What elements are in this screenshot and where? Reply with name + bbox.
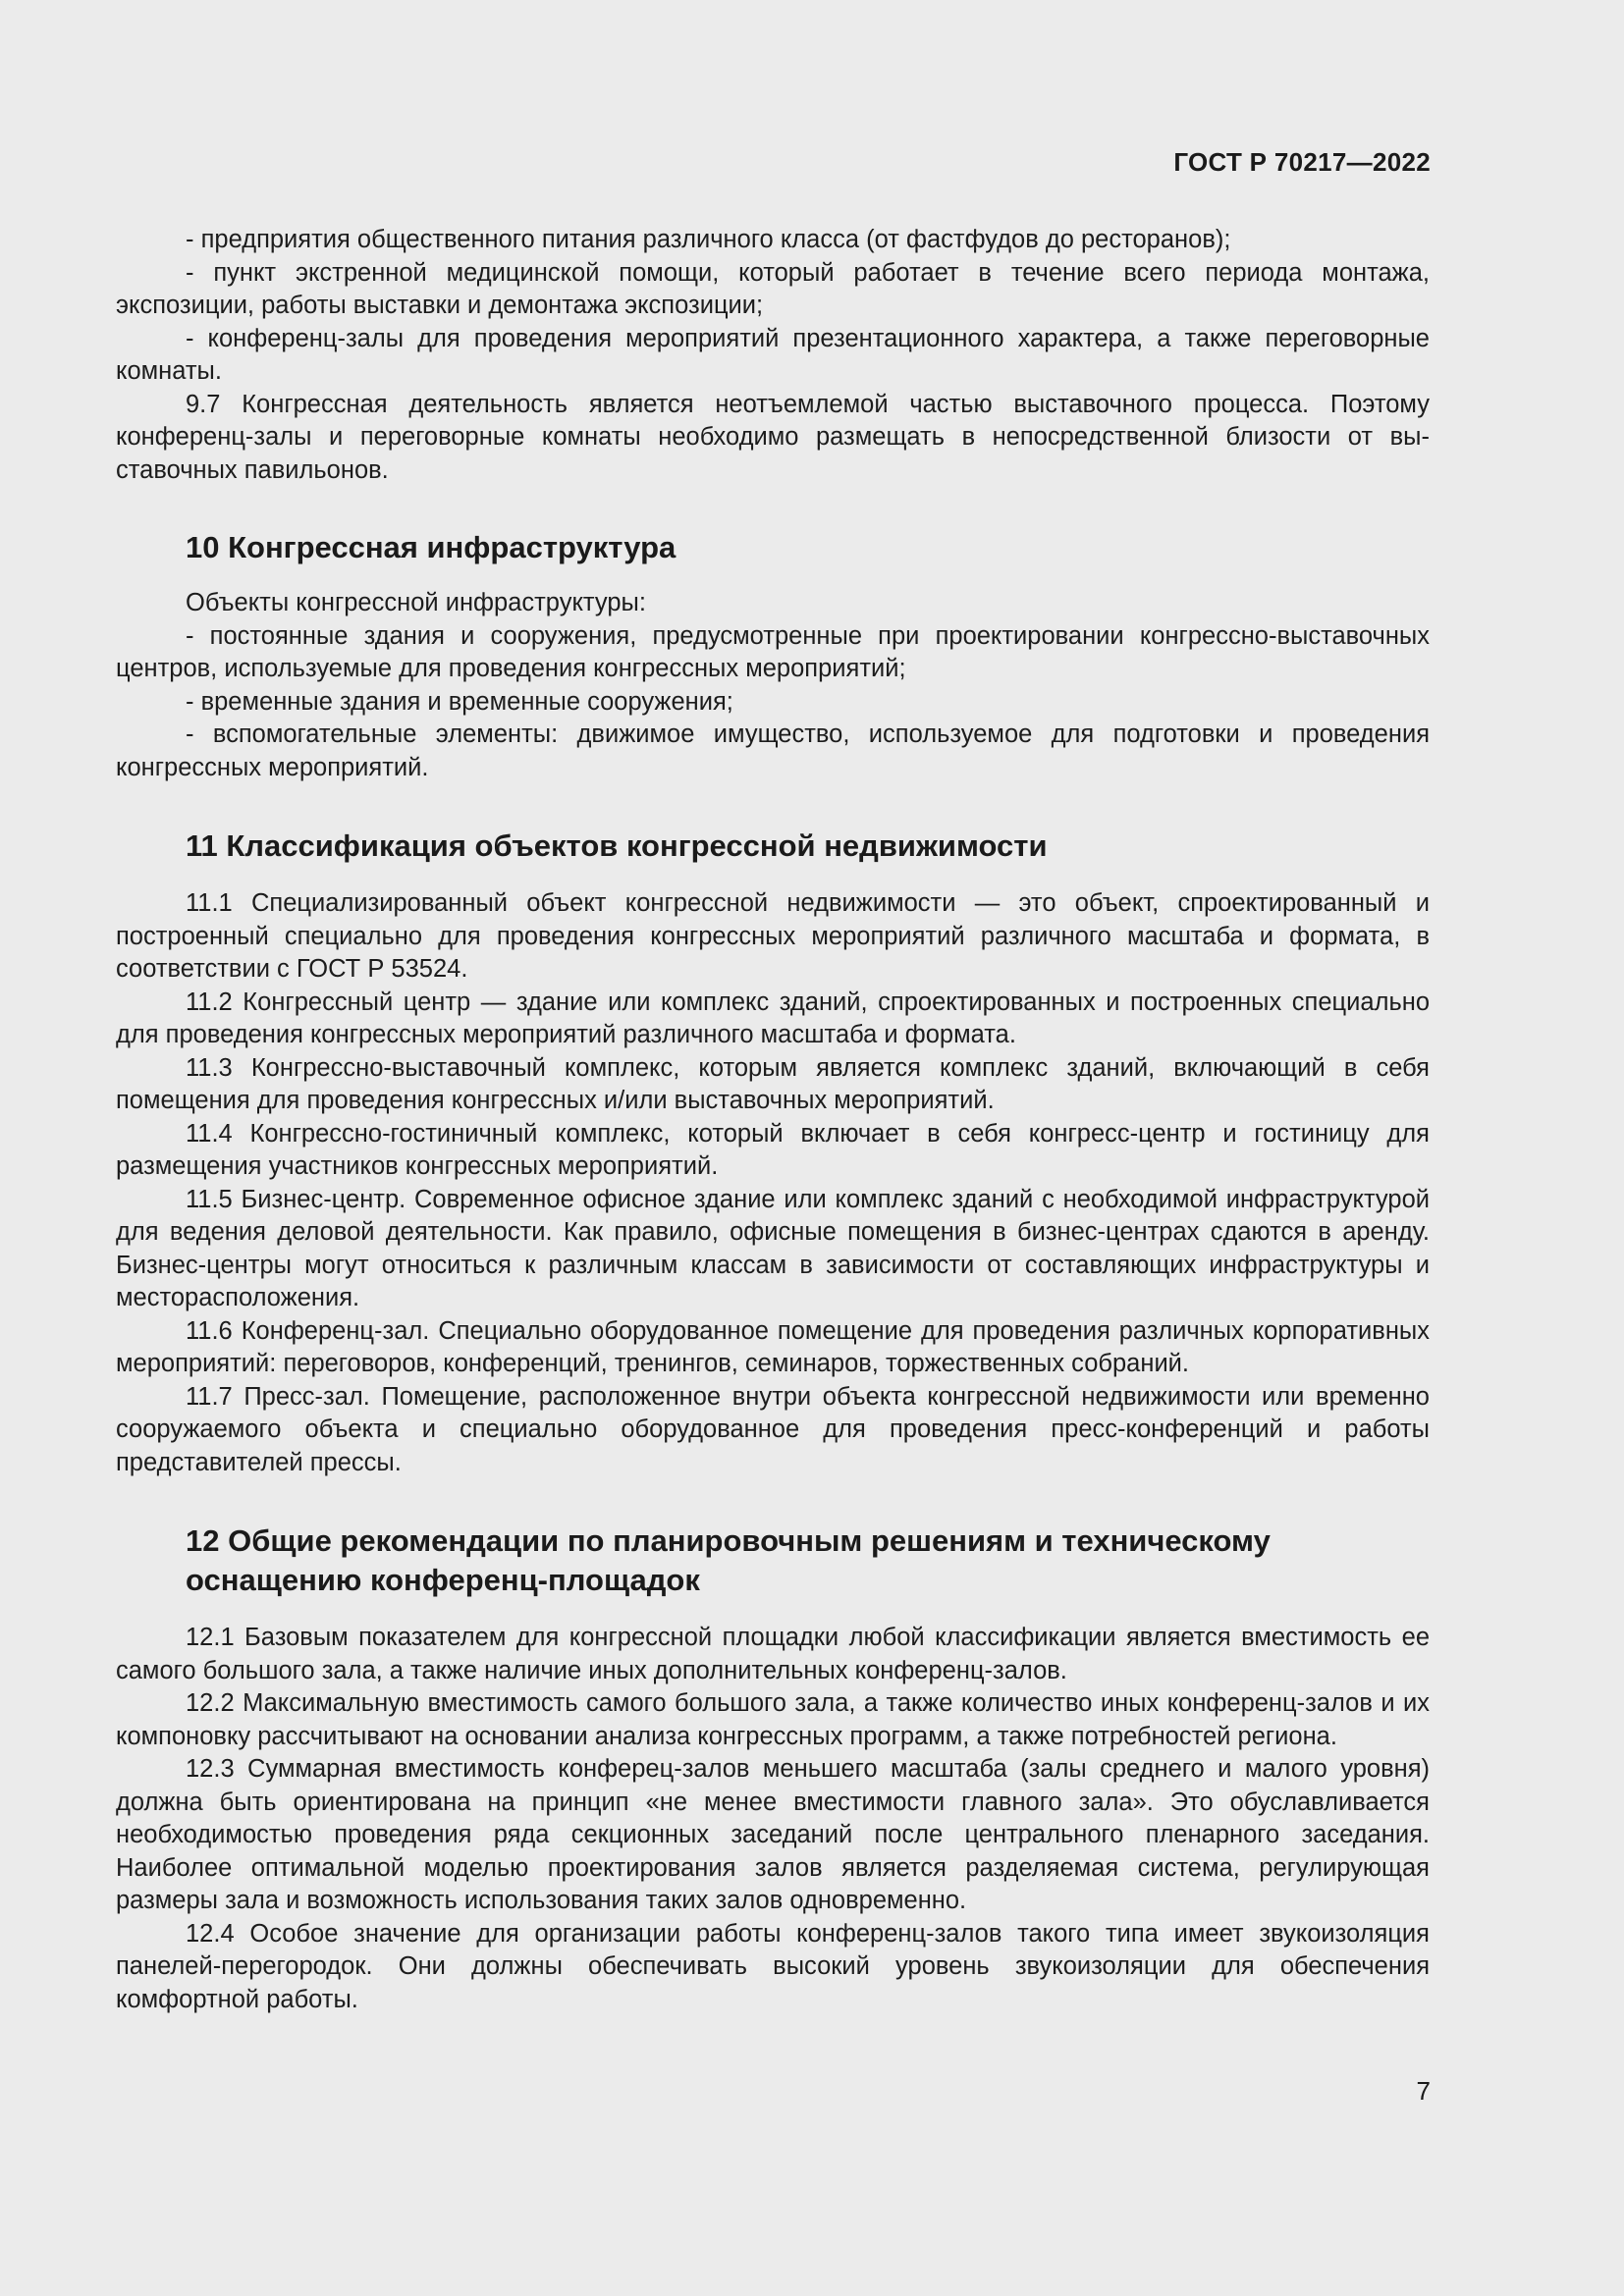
section-10-list-item: - вспомогательные элементы: движимое имущество, используемое для подготовки и проведения конгрессных мероприятий. <box>116 721 1430 781</box>
clause-11-6: 11.6 Конференц-зал. Специально оборудованное помещение для проведения различных корпоративных мероприятий: переговоров, конференций, тренингов, семинаров, торжественных собраний. <box>116 1316 1430 1377</box>
section-10-lead: Объекты конгрессной инфраструктуры: <box>186 589 646 616</box>
clause-11-3: 11.3 Конгрессно-выставочный комплекс, которым является комплекс зданий, включающий в себя помещения для проведения конгрессных и/или выставочных мероприятий. <box>116 1053 1430 1114</box>
section-12-heading: 12 Общие рекомендации по планировочным решениям и техническому оснащению конференц-площадок <box>186 1523 1271 1597</box>
clause-11-5: 11.5 Бизнес-центр. Современное офисное здание или комплекс зданий с необходимой инфраструктурой для ведения деловой деятельности. Как правило, офисные помещения в бизнес-центрах сдаются в аренду. Бизнес-центры могут относиться к различным классам в зависимости от составляющих инфраструктуры и месторасположения. <box>116 1185 1430 1311</box>
clause-12-4: 12.4 Особое значение для организации работы конференц-залов такого типа имеет звукоизоляция панелей-перегородок. Они должны обеспечивать высокий уровень звукоизоляции для обеспечения комфортной работы. <box>116 1919 1430 2013</box>
clause-9-7: 9.7 Конгрессная деятельность является неотъемлемой частью выставочного процесса. Поэтому конференц-залы и переговорные комнаты необходимо размещать в непосредственной близости от выставочных павильонов. <box>116 390 1430 484</box>
clause-12-3: 12.3 Суммарная вместимость конферец-залов меньшего масштаба (залы среднего и малого уровня) должна быть ориентирована на принцип «не менее вместимости главного зала». Это обуславливается необходимостью проведения ряда секционных заседаний после центрального пленарного заседания. Наиболее оптимальной моделью проектирования залов является разделяемая система, регулирующая размеры зала и возможность использования таких залов одновременно. <box>116 1755 1430 1914</box>
intro-list-item: - конференц-залы для проведения мероприятий презентационного характера, а также переговорные комнаты. <box>116 324 1430 385</box>
clause-12-2: 12.2 Максимальную вместимость самого большого зала, а также количество иных конференц-залов и их компоновку рассчитывают на основании анализа конгрессных программ, а также потребностей региона. <box>116 1689 1430 1750</box>
page-number: 7 <box>1416 2076 1431 2106</box>
intro-list-item: - предприятия общественного питания различного класса (от фастфудов до ресторанов); <box>186 226 1231 253</box>
clause-11-1: 11.1 Специализированный объект конгрессной недвижимости — это объект, спроектированный и построенный специально для проведения конгрессных мероприятий различного масштаба и формата, в соответствии с ГОСТ Р 53524. <box>116 889 1430 983</box>
section-10-list-item: - постоянные здания и сооружения, предусмотренные при проектировании конгрессно-выставочных центров, используемые для проведения конгрессных мероприятий; <box>116 621 1430 682</box>
clause-11-4: 11.4 Конгрессно-гостиничный комплекс, который включает в себя конгресс-центр и гостиницу для размещения участников конгрессных мероприятий. <box>116 1119 1430 1180</box>
clause-11-7: 11.7 Пресс-зал. Помещение, расположенное внутри объекта конгрессной недвижимости или временно сооружаемого объекта и специально оборудованное для проведения пресс-конференций и работы представителей прессы. <box>116 1382 1430 1476</box>
page-body <box>116 224 1430 2016</box>
intro-list-item: - пункт экстренной медицинской помощи, который работает в течение всего периода монтажа, экспозиции, работы выставки и демонтажа экспозиции; <box>116 258 1430 319</box>
clause-11-2: 11.2 Конгрессный центр — здание или комплекс зданий, спроектированных и построенных специально для проведения конгрессных мероприятий различного масштаба и формата. <box>116 988 1430 1048</box>
section-10-heading: 10 Конгрессная инфраструктура <box>186 530 677 564</box>
section-11-heading: 11 Классификация объектов конгрессной недвижимости <box>186 828 1048 863</box>
section-10-list-item: - временные здания и временные сооружения; <box>186 687 733 716</box>
clause-12-1: 12.1 Базовым показателем для конгрессной площадки любой классификации является вместимость ее самого большого зала, а также наличие иных дополнительных конференц-залов. <box>116 1624 1430 1684</box>
document-header-id: ГОСТ Р 70217—2022 <box>1173 147 1431 177</box>
